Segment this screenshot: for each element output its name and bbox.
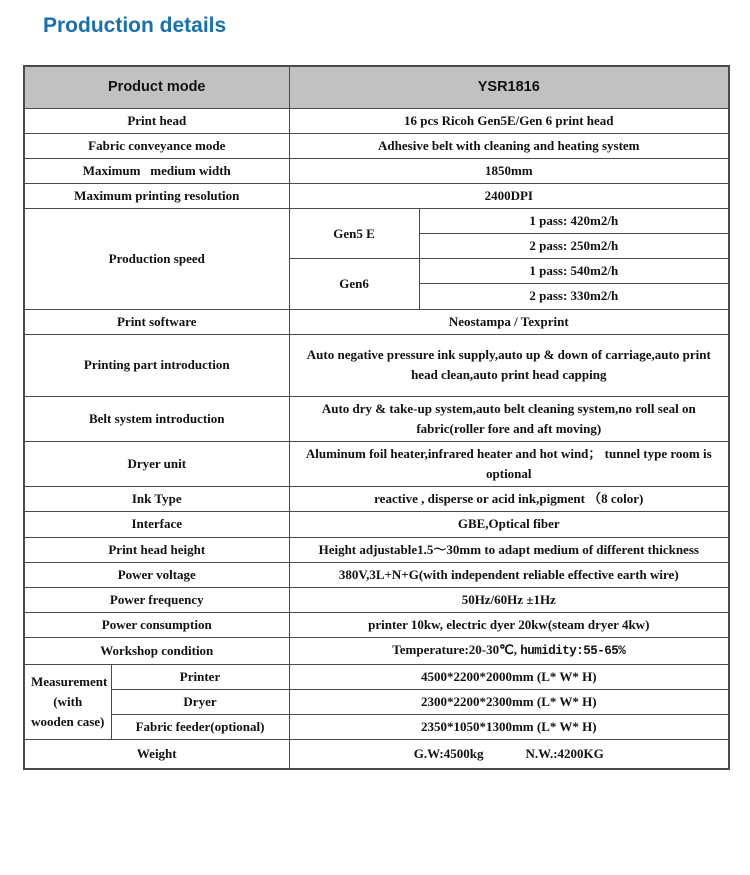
spec-label-cell: Ink Type — [24, 487, 289, 512]
speed-value-cell: 1 pass: 540m2/h — [419, 259, 729, 284]
table-row — [24, 487, 729, 512]
speed-value-cell: 1 pass: 420m2/h — [419, 209, 729, 234]
spec-value-cell: GBE,Optical fiber — [289, 512, 729, 537]
table-row — [24, 133, 729, 158]
speed-group-gen5e-cell: Gen5 E — [289, 209, 419, 259]
measurement-value-cell: 2300*2200*2300mm (L* W* H) — [289, 689, 729, 714]
gross-weight-value: G.W:4500kg — [413, 746, 484, 762]
spec-label-cell: Fabric conveyance mode — [24, 133, 289, 158]
net-weight-value: N.W.:4200KG — [525, 746, 604, 762]
measurement-item-cell: Dryer — [111, 689, 289, 714]
weight-label-cell: Weight — [24, 739, 289, 769]
spec-value-cell: 16 pcs Ricoh Gen5E/Gen 6 print head — [289, 108, 729, 133]
spec-label-cell: Interface — [24, 512, 289, 537]
table-row — [24, 512, 729, 537]
spec-label-cell: Print software — [24, 309, 289, 334]
table-row — [24, 613, 729, 638]
spec-label-cell: Belt system introduction — [24, 396, 289, 441]
measurement-value-cell: 2350*1050*1300mm (L* W* H) — [289, 714, 729, 739]
measurement-value-cell: 4500*2200*2000mm (L* W* H) — [289, 664, 729, 689]
speed-group-gen6-cell: Gen6 — [289, 259, 419, 309]
header-model-cell: YSR1816 — [289, 66, 729, 108]
spec-label-cell: Dryer unit — [24, 442, 289, 487]
spec-value-cell: Auto dry & take-up system,auto belt cleaning system,no roll seal on fabric(roller fore and aft moving) — [289, 396, 729, 441]
table-header-row — [24, 66, 729, 108]
table-row — [24, 396, 729, 441]
table-row — [24, 158, 729, 183]
spec-label-cell: Power voltage — [24, 562, 289, 587]
spec-value-cell: Height adjustable1.5～30mm to adapt medium of different thickness — [289, 537, 729, 562]
spec-label-cell: Maximum medium width — [24, 158, 289, 183]
spec-value-cell: printer 10kw, electric dyer 20kw(steam dryer 4kw) — [289, 613, 729, 638]
table-row — [24, 537, 729, 562]
page-title: Production details — [43, 14, 227, 37]
speed-value-cell: 2 pass: 250m2/h — [419, 234, 729, 259]
spec-value-cell: Adhesive belt with cleaning and heating system — [289, 133, 729, 158]
production-details-table — [23, 65, 730, 770]
spec-label-cell: Print head — [24, 108, 289, 133]
table-row — [24, 442, 729, 487]
table-row — [24, 183, 729, 208]
table-row — [24, 562, 729, 587]
table-row — [24, 587, 729, 612]
spec-label-cell: Printing part introduction — [24, 334, 289, 396]
spec-value-cell: 380V,3L+N+G(with independent reliable effective earth wire) — [289, 562, 729, 587]
spec-value-cell: Auto negative pressure ink supply,auto up & down of carriage,auto print head clean,auto print head capping — [289, 334, 729, 396]
spec-value-cell: 50Hz/60Hz ±1Hz — [289, 587, 729, 612]
table-row — [24, 309, 729, 334]
table-row — [24, 108, 729, 133]
weight-value-cell — [289, 739, 729, 769]
spec-value-cell: Neostampa / Texprint — [289, 309, 729, 334]
production-speed-label-cell: Production speed — [24, 209, 289, 310]
workshop-condition-row — [24, 638, 729, 664]
measurement-item-cell: Printer — [111, 664, 289, 689]
humidity-text: humidity:55-65% — [520, 644, 626, 659]
header-product-mode-cell: Product mode — [24, 66, 289, 108]
spec-label-cell: Maximum printing resolution — [24, 183, 289, 208]
measurement-row — [24, 664, 729, 689]
measurement-row — [24, 689, 729, 714]
spec-value-cell: Aluminum foil heater,infrared heater and hot wind； tunnel type room is optional — [289, 442, 729, 487]
measurement-item-cell: Fabric feeder(optional) — [111, 714, 289, 739]
table-row — [24, 334, 729, 396]
spec-value-cell: reactive , disperse or acid ink,pigment （8 color) — [289, 487, 729, 512]
spec-value-cell: 2400DPI — [289, 183, 729, 208]
spec-label-cell: Workshop condition — [24, 638, 289, 664]
production-speed-row — [24, 209, 729, 234]
measurement-row — [24, 714, 729, 739]
spec-value-cell: 1850mm — [289, 158, 729, 183]
workshop-value-cell — [289, 638, 729, 664]
spec-label-cell: Power frequency — [24, 587, 289, 612]
measurement-label-cell: Measurement (with wooden case) — [24, 664, 111, 739]
temperature-text: Temperature:20-30℃, — [392, 642, 521, 658]
spec-label-cell: Print head height — [24, 537, 289, 562]
speed-value-cell: 2 pass: 330m2/h — [419, 284, 729, 309]
spec-label-cell: Power consumption — [24, 613, 289, 638]
weight-row — [24, 739, 729, 769]
